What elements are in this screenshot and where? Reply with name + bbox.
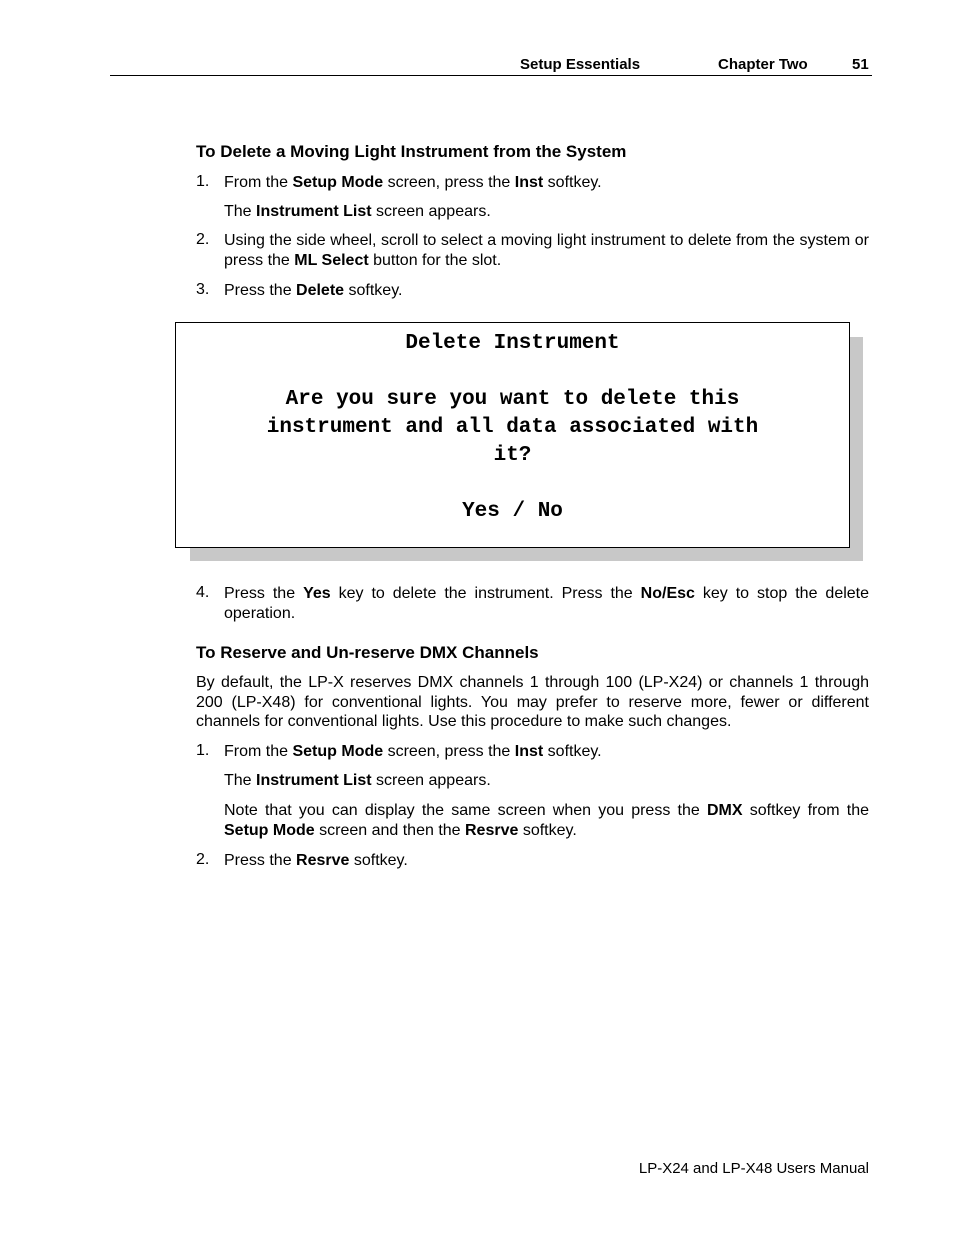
- section-heading-reserve: To Reserve and Un-reserve DMX Channels: [196, 643, 539, 662]
- step-text: From the Setup Mode screen, press the Inst softkey.: [224, 743, 602, 760]
- step-text: Press the Delete softkey.: [224, 282, 403, 299]
- header-chapter: Chapter Two: [718, 56, 808, 73]
- step-note: The Instrument List screen appears.: [224, 772, 491, 789]
- page-footer: LP-X24 and LP-X48 Users Manual: [638, 1160, 869, 1177]
- delete-instrument-dialog: [175, 322, 850, 548]
- step-text: Using the side wheel, scroll to select a moving light instrument to delete from the system or press the ML Select button for the slot.: [224, 232, 869, 269]
- step-number: 1.: [196, 173, 210, 190]
- section-intro: By default, the LP-X reserves DMX channels 1 through 100 (LP-X24) or channels 1 through 200 (LP-X48) for conventional lights. You may prefer to reserve more, fewer or different channels for conventional lights. Use this procedure to make such changes.: [196, 674, 869, 730]
- step-number: 2.: [196, 851, 210, 868]
- step-number: 4.: [196, 584, 210, 601]
- dialog-message-line3: it?: [493, 444, 532, 467]
- step-note: Note that you can display the same screen when you press the DMX softkey from the Setup Mode screen and then the Resrve softkey.: [224, 802, 870, 839]
- header-rule: [110, 75, 872, 76]
- header-section: Setup Essentials: [520, 56, 641, 73]
- dialog-message-line1: Are you sure you want to delete this: [285, 388, 740, 411]
- step-text: Press the Yes key to delete the instrument. Press the No/Esc key to stop the delete operation.: [224, 585, 870, 622]
- step-note: The Instrument List screen appears.: [224, 203, 491, 220]
- dialog-options: Yes / No: [462, 500, 563, 523]
- step-number: 1.: [196, 742, 210, 759]
- step-number: 3.: [196, 281, 210, 298]
- step-text: From the Setup Mode screen, press the Inst softkey.: [224, 174, 602, 191]
- step-text: Press the Resrve softkey.: [224, 852, 408, 869]
- section-heading-delete: To Delete a Moving Light Instrument from the System: [196, 142, 627, 161]
- dialog-message-line2: instrument and all data associated with: [266, 416, 759, 439]
- page-number: 51: [852, 56, 869, 73]
- step-number: 2.: [196, 231, 210, 248]
- dialog-title: Delete Instrument: [405, 332, 620, 355]
